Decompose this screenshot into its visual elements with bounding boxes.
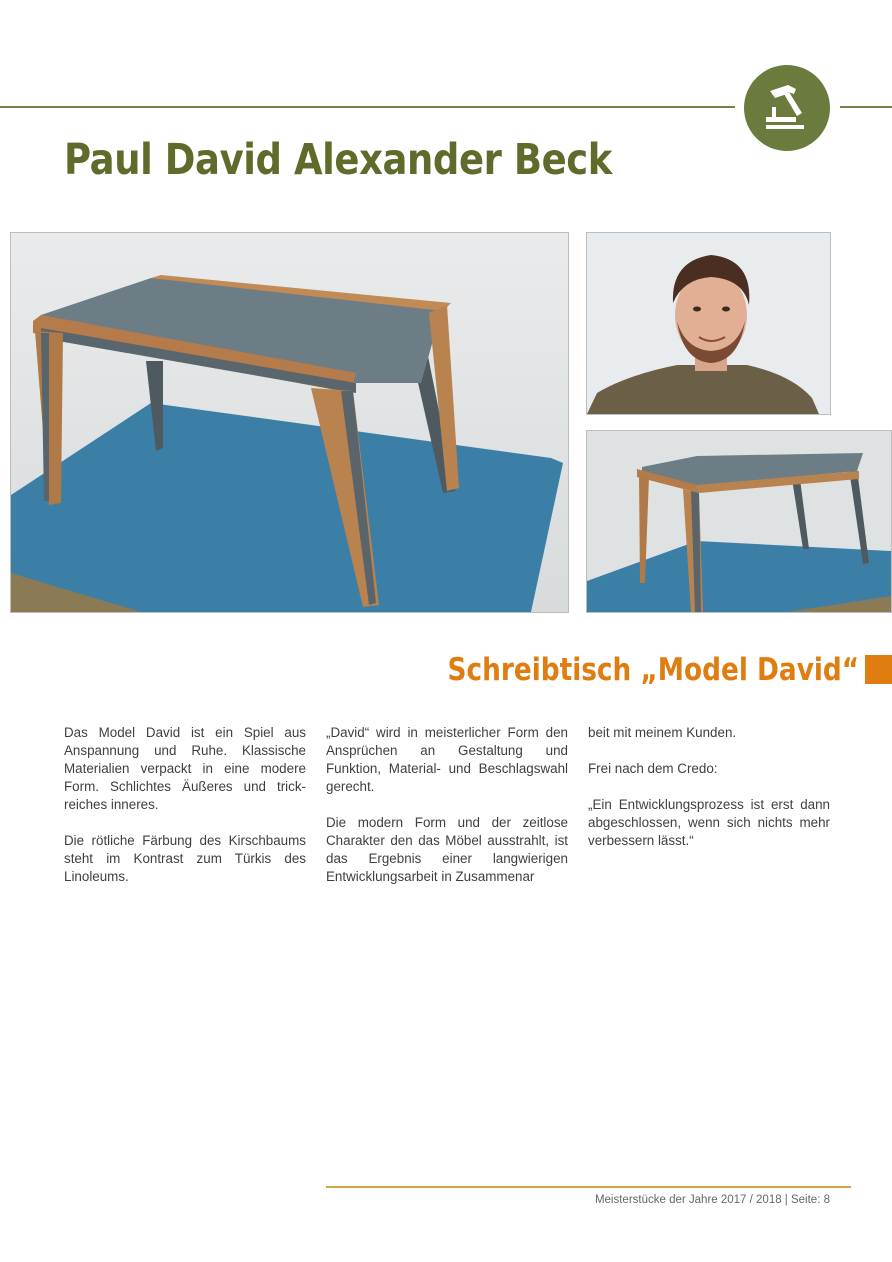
text-column-3 bbox=[588, 724, 830, 868]
text-column-2 bbox=[326, 724, 568, 904]
desk-photo-large bbox=[10, 232, 569, 613]
paragraph: Das Model David ist ein Spiel aus Anspannung und Ruhe. Klassische Materialien verpackt in eine modere Form. Schlichtes Äußeres und trickreiches inneres. bbox=[64, 725, 306, 812]
footer-rule bbox=[326, 1186, 851, 1188]
paragraph: Die rötliche Färbung des Kirschbaums steht im Kontrast zum Türkis des Linoleums. bbox=[64, 833, 306, 884]
header-rule-left bbox=[0, 106, 735, 108]
header-rule-right bbox=[840, 106, 892, 108]
paragraph: beit mit meinem Kunden. bbox=[588, 725, 737, 740]
page-footer: Meisterstücke der Jahre 2017 / 2018 | Seite: 8 bbox=[594, 1194, 830, 1206]
desk-photo-small bbox=[586, 430, 892, 613]
paragraph: Die modern Form und der zeitlose Charakter den das Möbel ausstrahlt, ist das Ergebnis einer langwierigen Entwicklungsarbeit in Zusammenar bbox=[326, 815, 568, 884]
page-title: Paul David Alexander Beck bbox=[64, 135, 612, 185]
section-marker bbox=[865, 655, 892, 684]
article-subtitle: Schreibtisch „Model David“ bbox=[447, 652, 860, 688]
text-column-1 bbox=[64, 724, 306, 904]
paragraph: „David“ wird in meisterlicher Form den Ansprüchen an Gestaltung und Funktion, Material- und Beschlagswahl gerecht. bbox=[326, 725, 568, 794]
paragraph: Frei nach dem Credo: bbox=[588, 761, 718, 776]
paragraph: „Ein Entwicklungsprozess ist erst dann abgeschlossen, wenn sich nichts mehr verbessern lässt.“ bbox=[588, 797, 830, 848]
badge bbox=[744, 65, 830, 151]
portrait-photo bbox=[586, 232, 831, 415]
hammer-icon bbox=[744, 65, 830, 151]
